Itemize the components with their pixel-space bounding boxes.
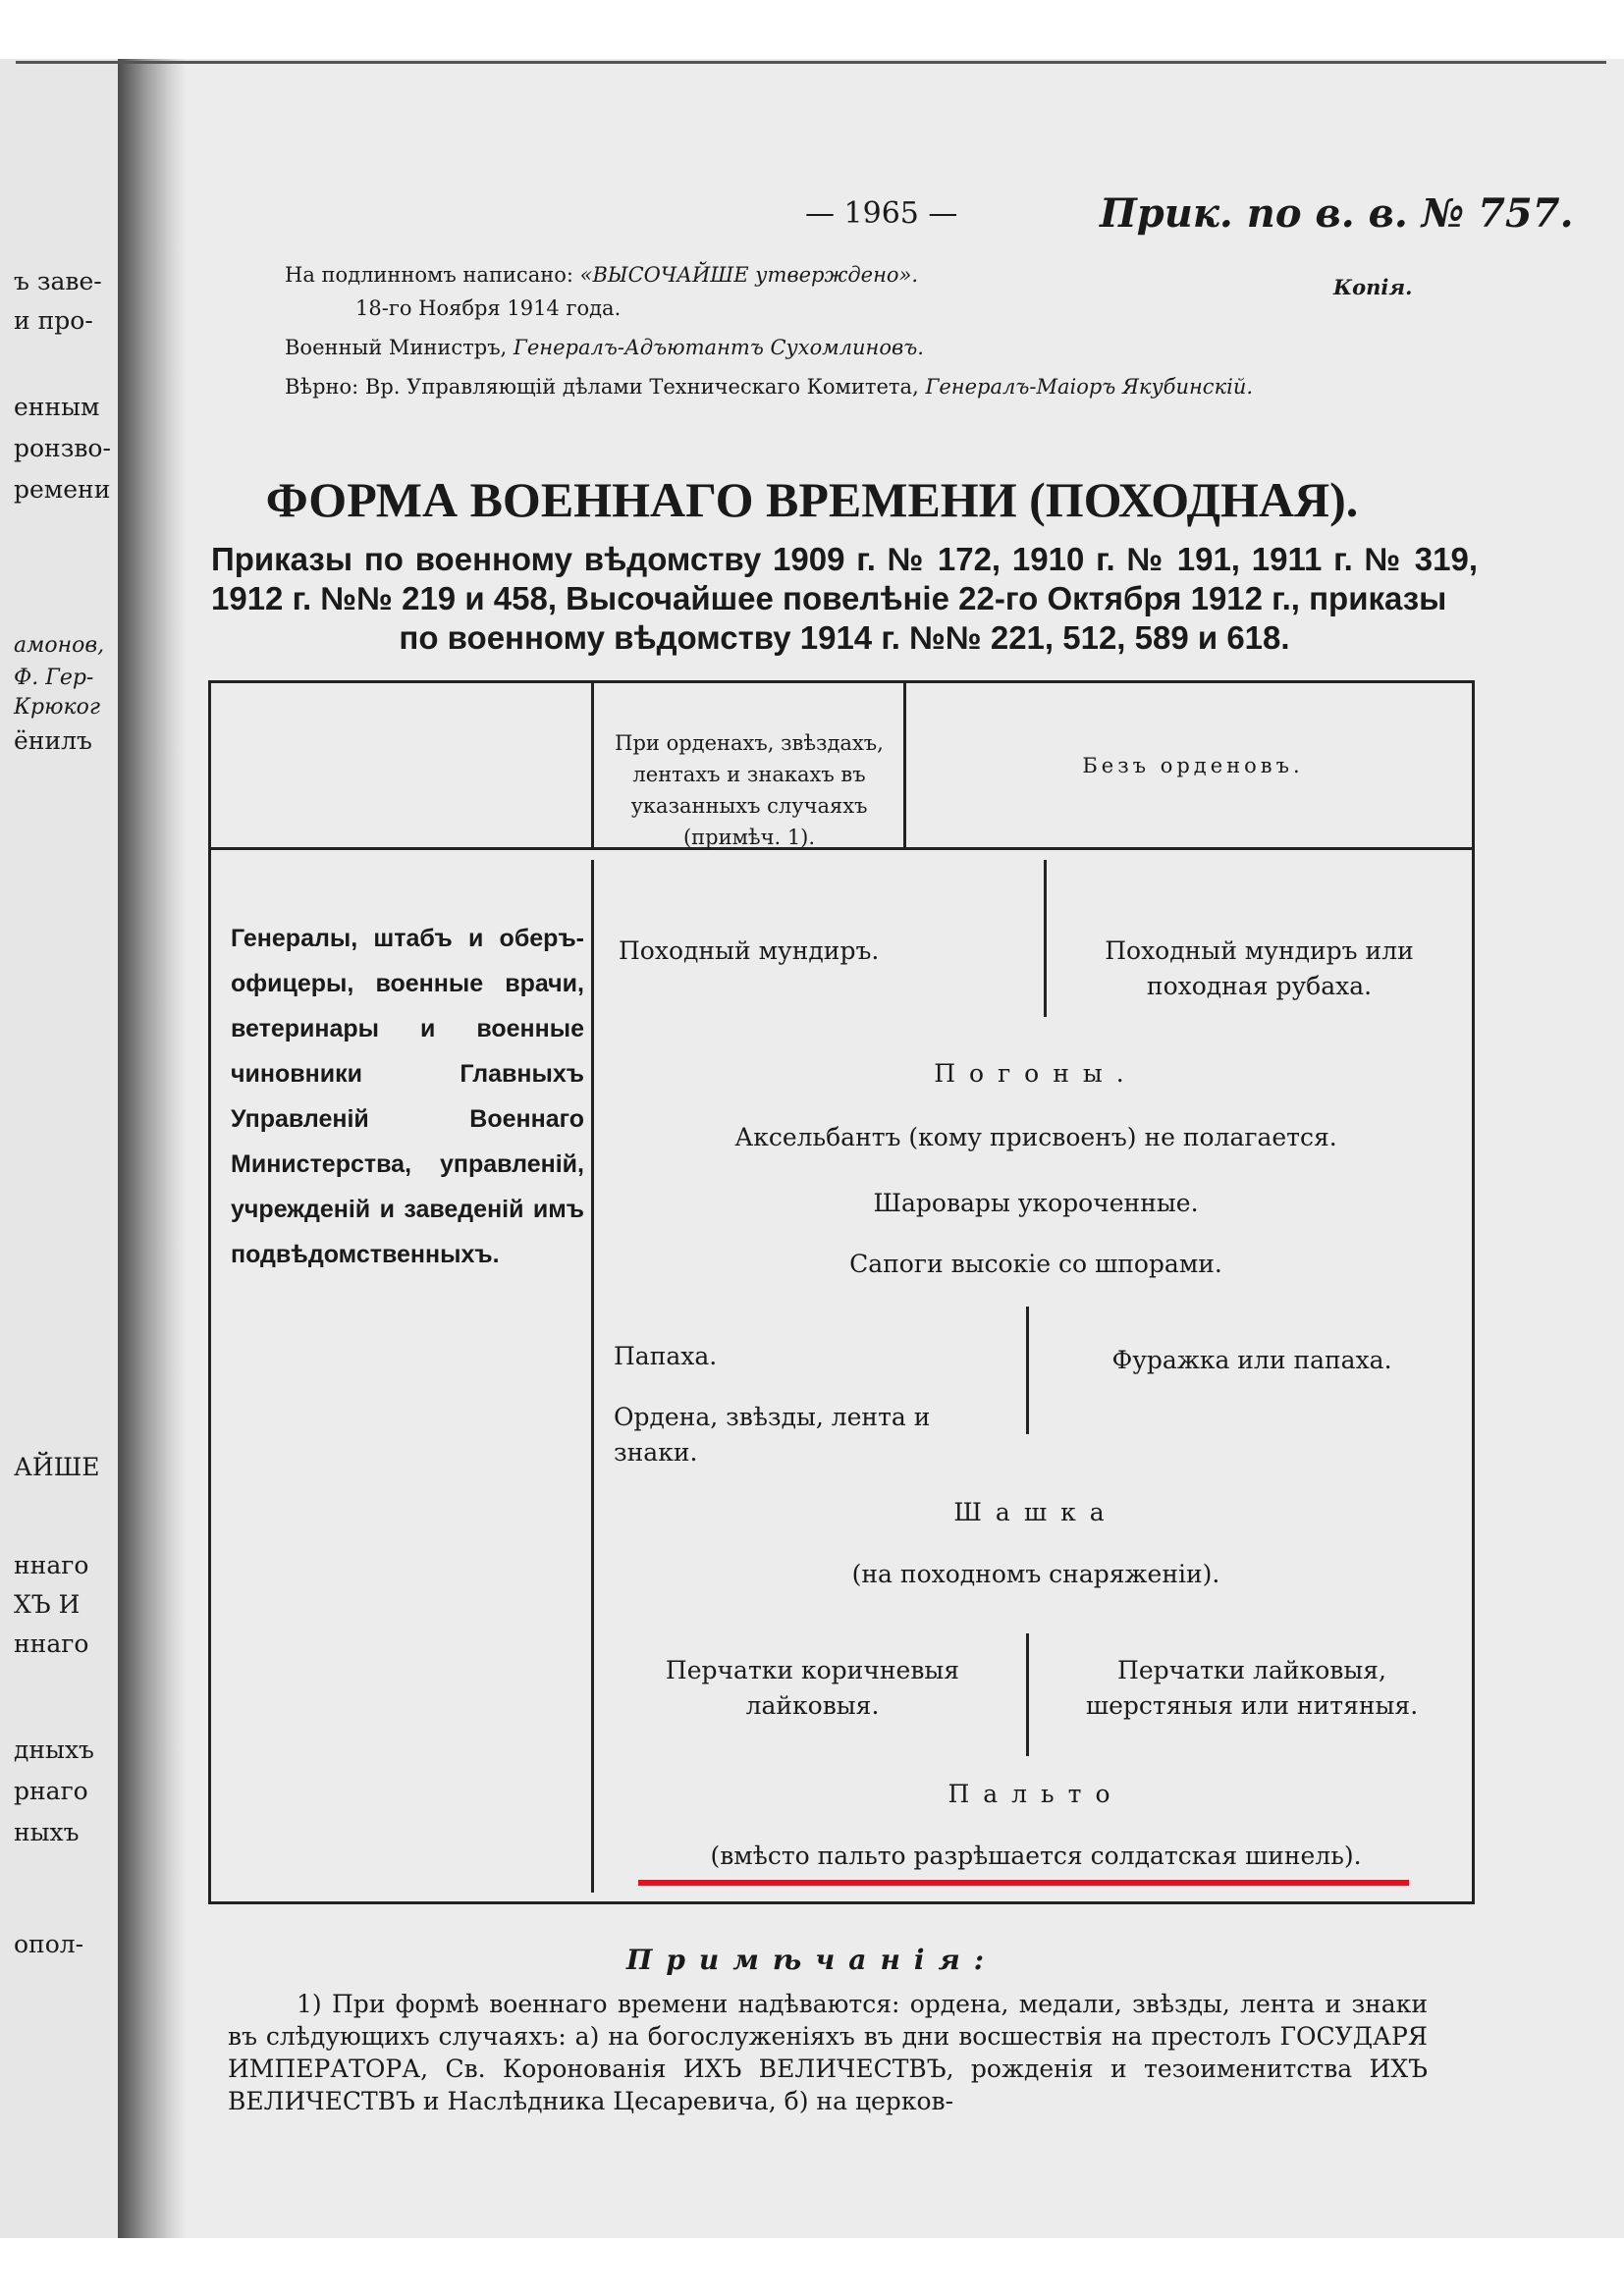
cell-uniform-with: Походный мундиръ. xyxy=(619,936,880,965)
cell-sword: Шашка xyxy=(953,1498,1118,1526)
column-divider xyxy=(1026,1307,1029,1434)
margin-fragment: ронзво- xyxy=(14,434,111,462)
red-underline-annotation xyxy=(638,1880,1409,1886)
column-divider xyxy=(903,683,906,850)
page-number: — 1965 — xyxy=(805,196,958,231)
document-title: ФОРМА ВОЕННАГО ВРЕМЕНИ (ПОХОДНАЯ). xyxy=(265,472,1359,527)
cell-headgear-with: Папаха. xyxy=(614,1342,718,1370)
column-divider xyxy=(591,683,594,850)
cell-trousers: Шаровары укороченные. xyxy=(873,1189,1199,1217)
margin-fragment: ннаго xyxy=(14,1629,89,1658)
notes-paragraph: 1) При формѣ военнаго времени надѣваются: ордена, медали, звѣзды, лента и знаки въ слѣдующихъ случаяхъ: а) на богослуженіяхъ въ дни восшествія на престолъ ГОСУДАРЯ ИМПЕРАТОРА, Св. Коронованія ИХЪ ВЕЛИЧЕСТВЪ, рожденія и тезоименитства ИХЪ ВЕЛИЧЕСТВЪ и Наслѣдника Цесаревича, б) на церков- xyxy=(228,1990,1428,2115)
column-divider xyxy=(591,860,594,1893)
cell-coat: Пальто xyxy=(947,1780,1124,1808)
margin-fragment: рнаго xyxy=(14,1777,88,1805)
cell-coat-note: (вмѣсто пальто разрѣшается солдатская шинель). xyxy=(710,1842,1362,1870)
margin-fragment: ннаго xyxy=(14,1551,89,1579)
cell-gloves-without: Перчатки лайковыя, шерстяныя или нитяныя. xyxy=(1085,1656,1419,1720)
margin-fragment: енным xyxy=(14,393,100,421)
margin-fragment: АЙШЕ xyxy=(14,1453,100,1481)
cell-orders-with: Ордена, звѣзды, лента и знаки. xyxy=(614,1403,931,1467)
margin-fragment: дныхъ xyxy=(14,1735,94,1764)
copy-label: Копія. xyxy=(1333,275,1413,299)
header-without-orders: Безъ орденовъ. xyxy=(1082,754,1304,777)
table-header-row xyxy=(211,683,1472,850)
approval-line: На подлинномъ написано: «ВЫСОЧАЙШЕ утверждено». xyxy=(285,263,919,287)
margin-fragment: опол- xyxy=(14,1930,84,1958)
margin-fragment: ныхъ xyxy=(14,1818,80,1846)
margin-fragment: Ф. Гер- xyxy=(14,666,94,690)
cell-sword-note: (на походномъ снаряженіи). xyxy=(851,1560,1220,1588)
cell-aiguillette: Аксельбантъ (кому присвоенъ) не полагается. xyxy=(734,1123,1337,1151)
margin-fragment: Крюког xyxy=(14,695,100,720)
book-fold-shadow xyxy=(118,59,187,2238)
page-top-edge xyxy=(16,61,1606,64)
approval-italic: «ВЫСОЧАЙШЕ утверждено». xyxy=(579,263,919,287)
approval-date: 18-го Ноября 1914 года. xyxy=(355,296,622,320)
cell-boots: Сапоги высокіе со шпорами. xyxy=(849,1250,1222,1278)
column-divider xyxy=(1044,860,1047,1017)
cell-headgear-without: Фуражка или папаха. xyxy=(1111,1346,1392,1374)
margin-fragment: амонов, xyxy=(14,633,105,658)
margin-fragment: ХЪ И xyxy=(14,1590,81,1619)
margin-fragment: ёнилъ xyxy=(14,726,92,755)
margin-fragment: ремени xyxy=(14,475,111,504)
cell-shoulder-boards: Погоны. xyxy=(934,1059,1138,1088)
order-reference: Прик. по в. в. № 757. xyxy=(1100,190,1574,237)
minister-line: Военный Министръ, Генералъ-Адъютантъ Сухомлиновъ. xyxy=(285,336,924,359)
notes-title: Примѣчанія: xyxy=(625,1944,999,1976)
margin-fragment: и про- xyxy=(14,306,93,335)
uniform-table xyxy=(208,680,1475,1904)
document-subtitle: Приказы по военному вѣдомству 1909 г. № 172, 1910 г. № 191, 1911 г. № 319, 1912 г. №№ 219 и 458, Высочайшее повелѣніе 22-го Октября 1912 г., приказы по военному вѣдомству 1914 г. №№ 221, 512, 589 и 618. xyxy=(211,541,1478,656)
cell-uniform-without: Походный мундиръ или походная рубаха. xyxy=(1105,936,1414,1000)
cell-gloves-with: Перчатки коричневыя лайковыя. xyxy=(665,1656,960,1720)
header-with-orders: При орденахъ, звѣздахъ, лентахъ и знакахъ въ указанныхъ случаяхъ (примѣч. 1). xyxy=(615,731,884,849)
column-divider xyxy=(1026,1633,1029,1756)
margin-fragment: ъ заве- xyxy=(14,267,102,295)
certification-line: Вѣрно: Вр. Управляющій дѣлами Техническаго Комитета, Генералъ-Маіоръ Якубинскій. xyxy=(285,375,1254,399)
facing-page-margin xyxy=(0,59,123,2238)
row-label-officers: Генералы, штабъ и оберъ-офицеры, военные врачи, ветеринары и военные чиновники Главныхъ Управленій Военнаго Министерства, управленій, учрежденій и заведеній имъ подвѣдомственныхъ. xyxy=(231,925,584,1268)
